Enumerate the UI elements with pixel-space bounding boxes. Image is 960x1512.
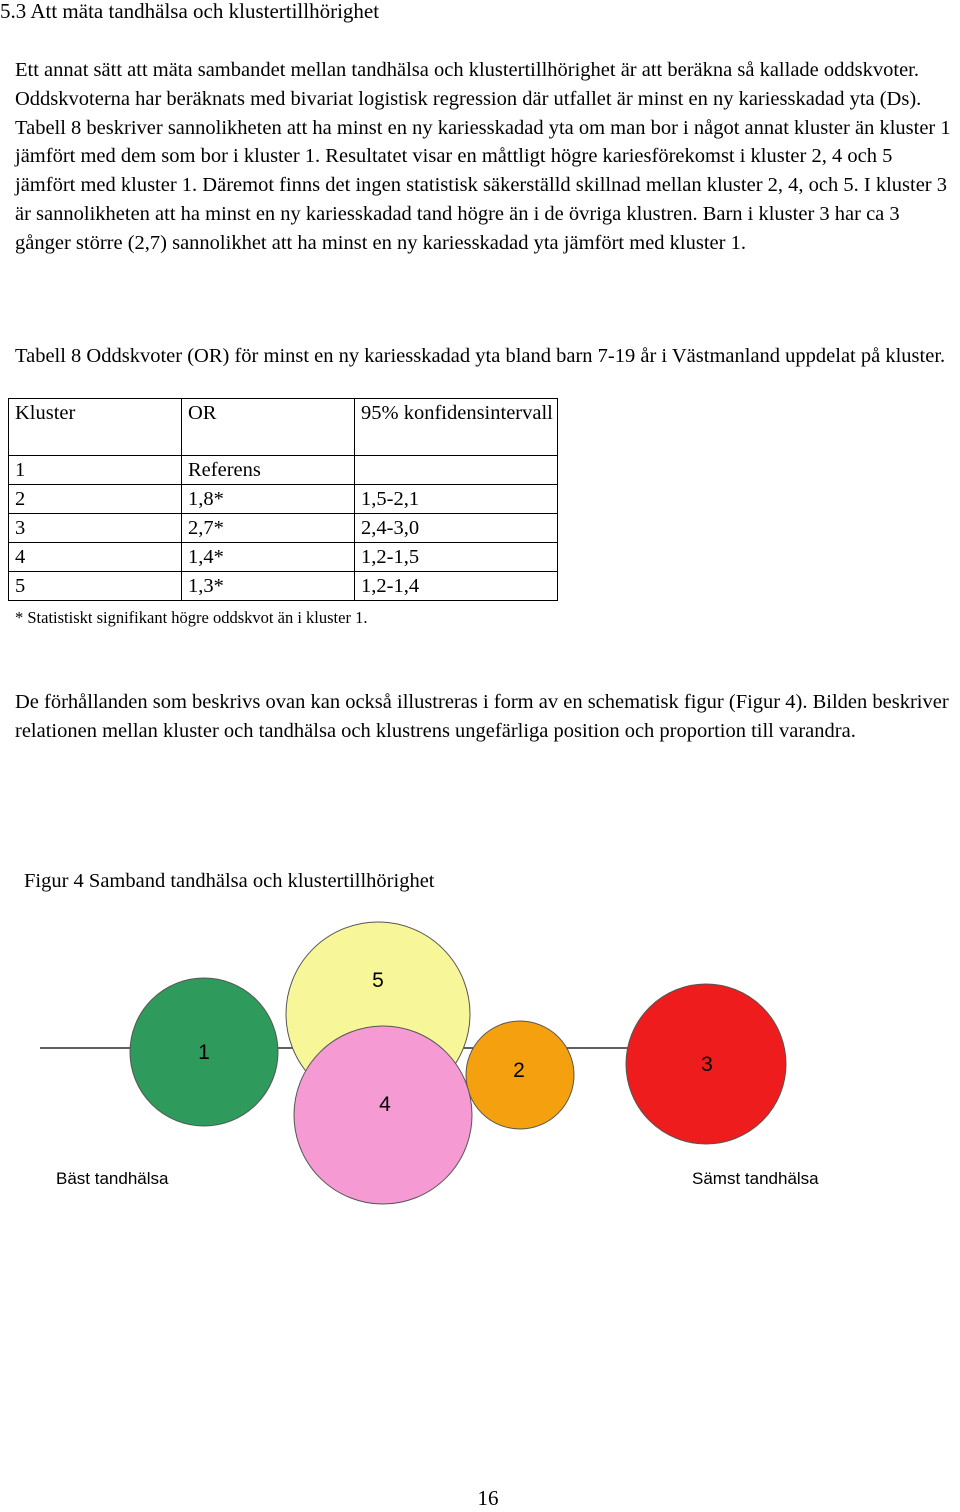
table-cell: Referens <box>182 456 355 485</box>
header-cell-or: OR <box>182 399 355 456</box>
cluster-5-label: 5 <box>372 969 384 992</box>
header-cell-ci: 95% konfidensintervall <box>355 399 558 456</box>
figure-intro-paragraph: De förhållanden som beskrivs ovan kan också illustreras i form av en schematisk figur (Figur 4). Bilden beskriver relationen mellan kluster och tandhälsa och klustrens ungefärliga position och proportion till varandra. <box>15 691 949 742</box>
worst-health-label: Sämst tandhälsa <box>692 1169 819 1188</box>
table-cell: 1,5-2,1 <box>355 485 558 514</box>
table-row <box>9 485 558 514</box>
odds-ratio-table <box>8 398 558 601</box>
figure-title: Figur 4 Samband tandhälsa och klustertillhörighet <box>24 870 435 892</box>
table-cell: 1,2-1,5 <box>355 543 558 572</box>
table-cell: 3 <box>9 514 182 543</box>
table-cell: 1 <box>9 456 182 485</box>
table-cell: 5 <box>9 572 182 601</box>
page-number: 16 <box>477 1486 499 1510</box>
best-health-label: Bäst tandhälsa <box>56 1169 169 1188</box>
table-cell: 1,8* <box>182 485 355 514</box>
table-caption: Tabell 8 Oddskvoter (OR) för minst en ny kariesskadad yta bland barn 7-19 år i Västmanland uppdelat på kluster. <box>15 345 946 367</box>
table-cell: 1,2-1,4 <box>355 572 558 601</box>
cluster-2-label: 2 <box>513 1059 525 1082</box>
table-cell: 1,3* <box>182 572 355 601</box>
header-cell-kluster: Kluster <box>9 399 182 456</box>
intro-paragraph: Ett annat sätt att mäta sambandet mellan tandhälsa och klustertillhörighet är att beräkna så kallade oddskvoter. Oddskvoterna har beräknats med bivariat logistisk regression där utfallet är minst en ny kariesskadad yta (Ds). Tabell 8 beskriver sannolikheten att ha minst en ny kariesskadad yta om man bor i något annat kluster än kluster 1 jämfört med dem som bor i kluster 1. Resultatet visar en måttligt högre kariesförekomst i kluster 2, 4 och 5 jämfört med kluster 1. Däremot finns det ingen statistisk säkerställd skillnad mellan kluster 2, 4, och 5. I kluster 3 är sannolikheten att ha minst en ny kariesskadad tand högre än i de övriga klustren. Barn i kluster 3 har ca 3 gånger större (2,7) sannolikhet att ha minst en ny kariesskadad yta jämfört med kluster 1. <box>15 59 951 254</box>
table-cell: 2,7* <box>182 514 355 543</box>
section-heading: 5.3 Att mäta tandhälsa och klustertillhörighet <box>0 0 380 23</box>
table-cell: 2,4-3,0 <box>355 514 558 543</box>
table-footnote: * Statistiskt signifikant högre oddskvot än i kluster 1. <box>15 608 368 627</box>
table-row <box>9 572 558 601</box>
table-cell: 2 <box>9 485 182 514</box>
table-row <box>9 456 558 485</box>
table-row <box>9 543 558 572</box>
table-row <box>9 514 558 543</box>
table-cell <box>355 456 558 485</box>
cluster-figure <box>0 900 960 1220</box>
cluster-3-label: 3 <box>701 1053 713 1076</box>
cluster-1-label: 1 <box>198 1041 210 1064</box>
table-header-row <box>9 399 558 456</box>
table-cell: 4 <box>9 543 182 572</box>
cluster-4-label: 4 <box>379 1093 391 1116</box>
table-cell: 1,4* <box>182 543 355 572</box>
